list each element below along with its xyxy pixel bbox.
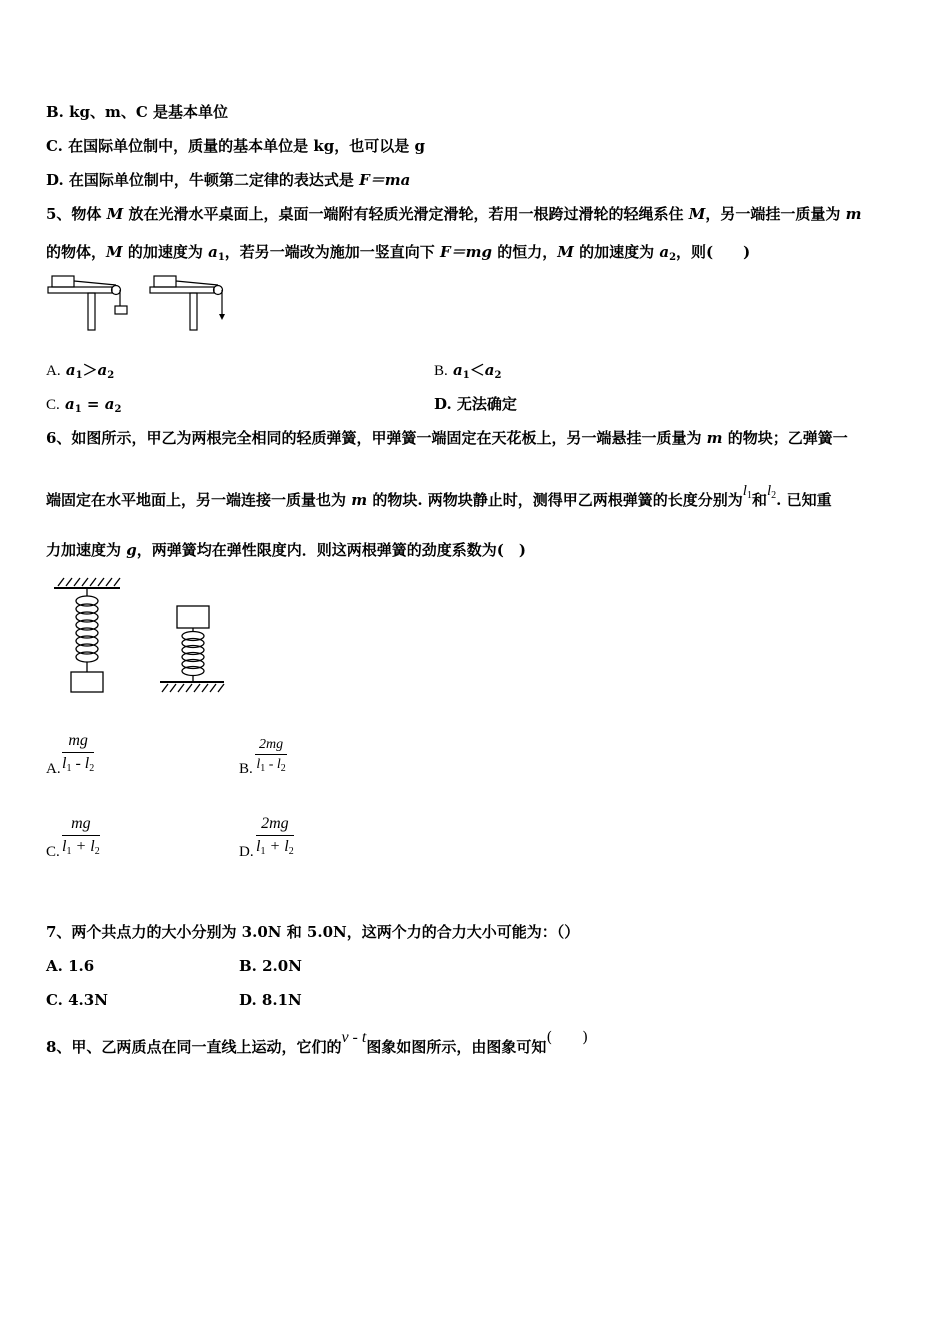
q6-stem-line3: 力加速度为 g，两弹簧均在弹性限度内．则这两根弹簧的劲度系数为( ) <box>46 541 526 559</box>
q8-stem: 8、甲、乙两质点在同一直线上运动，它们的v - t图象如图所示，由图象可知( ) <box>46 1028 589 1056</box>
q6-stem-line1: 6、如图所示，甲乙为两根完全相同的轻质弹簧，甲弹簧一端固定在天花板上，另一端悬挂一质量为 m 的物块；乙弹簧一 <box>46 429 848 447</box>
q6-option-d-fraction: $\frac{2mg}{l_1 + l_2}$ <box>256 815 294 857</box>
q7-stem: 7、两个共点力的大小分别为 3.0N 和 5.0N，这两个力的合力大小可能为：（） <box>46 923 580 941</box>
q5-option-b: B. $a_1<a_2$ <box>434 361 502 381</box>
q5-stem-line1: 5、物体 M 放在光滑水平桌面上，桌面一端附有轻质光滑定滑轮，若用一根跨过滑轮的轻绳系住 M，另一端挂一质量为 m <box>46 205 862 223</box>
q6-spring-figure <box>50 574 230 698</box>
q6-option-b-fraction: $\frac{2mg}{l_1 - l_2}$ <box>256 737 286 774</box>
q6-option-a-label: A. <box>46 761 61 777</box>
q5-option-c: C. $a_1 = a_2$ <box>46 395 122 415</box>
q6-option-c-fraction: $\frac{mg}{l_1 + l_2}$ <box>62 815 100 857</box>
q4-option-b: B. kg、m、C 是基本单位 <box>46 103 229 121</box>
q4-option-d: D. 在国际单位制中，牛顿第二定律的表达式是 F＝ma <box>46 171 411 189</box>
q6-option-d-label: D. <box>239 844 254 860</box>
q7-option-b: B. 2.0N <box>239 957 302 975</box>
q7-option-a: A. 1.6 <box>46 957 95 975</box>
q4-option-c: C. 在国际单位制中，质量的基本单位是 kg，也可以是 g <box>46 137 425 155</box>
q6-option-a-fraction: $\frac{mg}{l_1 - l_2}$ <box>62 732 95 774</box>
q6-option-c-label: C. <box>46 844 60 860</box>
q5-stem-line2: 的物体，M 的加速度为 $a_1$，若另一端改为施加一竖直向下 F＝mg 的恒力，M 的加速度为 $a_2$，则( ) <box>46 243 751 263</box>
q5-option-a: A. $a_1>a_2$ <box>46 361 115 381</box>
q7-option-c: C. 4.3N <box>46 991 108 1009</box>
q6-stem-line2: 端固定在水平地面上，另一端连接一质量也为 m 的物块. 两物块静止时，测得甲乙两根弹簧的长度分别为$l_1$和$l_2$. 已知重 <box>46 483 832 509</box>
q6-option-b-label: B. <box>239 761 253 777</box>
q5-pulley-figure <box>44 268 234 336</box>
q5-option-d: D. 无法确定 <box>434 395 517 413</box>
q7-option-d: D. 8.1N <box>239 991 302 1009</box>
